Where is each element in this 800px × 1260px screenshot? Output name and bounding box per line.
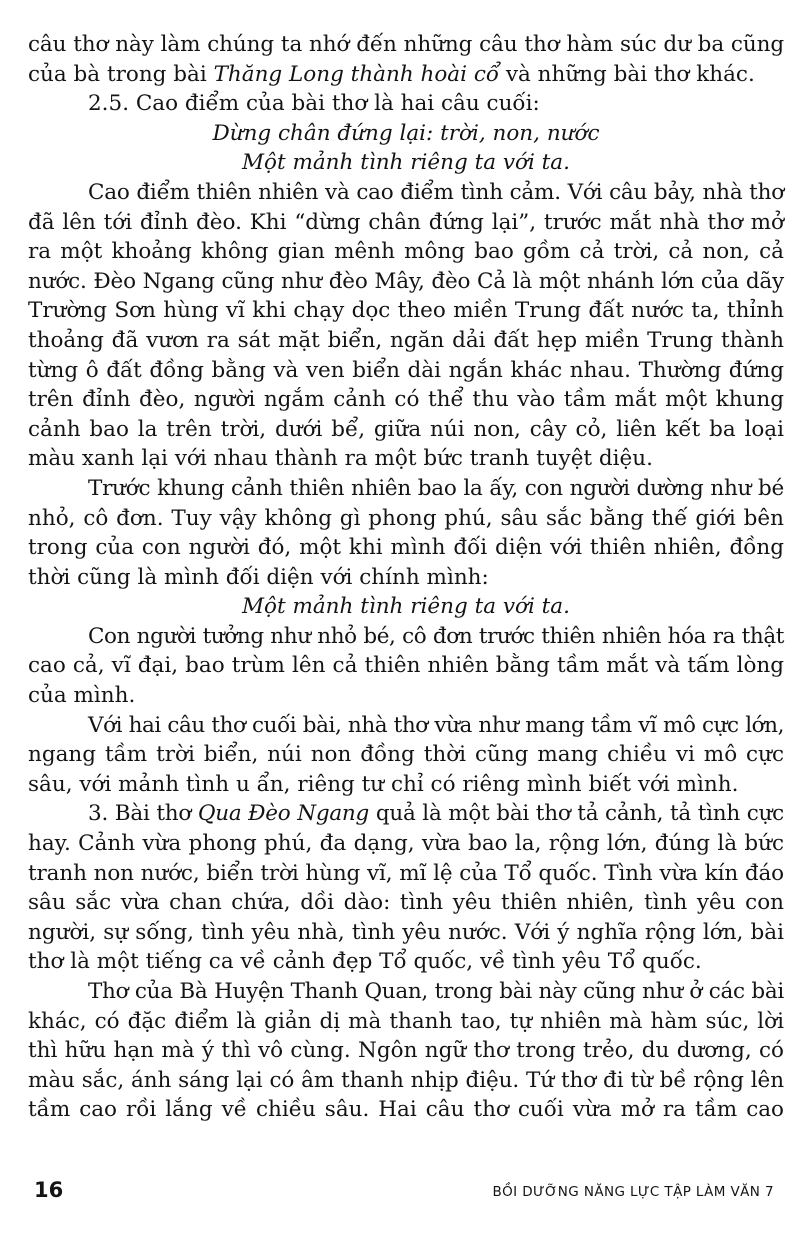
text-line: sâu, với mảnh tình u ẩn, riêng tư chỉ có riêng mình biết với mình.: [28, 771, 739, 797]
text-line: nhỏ, cô đơn. Tuy vậy không gì phong phú, sâu sắc bằng thế giới bên: [28, 505, 784, 531]
text-line: màu sắc, ánh sáng lại có âm thanh nhịp điệu. Tứ thơ đi từ bề rộng lên: [28, 1067, 784, 1093]
text-line: 3. Bài thơ Qua Đèo Ngang quả là một bài thơ tả cảnh, tả tình cực: [88, 801, 784, 827]
text-line: Con người tưởng như nhỏ bé, cô đơn trước thiên nhiên hóa ra thật: [88, 623, 784, 649]
text-line: nước. Đèo Ngang cũng như đèo Mây, đèo Cả là một nhánh lớn của dãy: [28, 268, 784, 294]
text-line: thì hữu hạn mà ý thì vô cùng. Ngôn ngữ thơ trong trẻo, du dương, có: [28, 1038, 784, 1064]
page-footer: [34, 1178, 774, 1210]
text-line: Cao điểm thiên nhiên và cao điểm tình cảm. Với câu bảy, nhà thơ: [88, 179, 784, 205]
text-line: Trước khung cảnh thiên nhiên bao la ấy, con người dường như bé: [88, 475, 784, 501]
text-line: tầm cao rồi lắng về chiều sâu. Hai câu thơ cuối vừa mở ra tầm cao: [28, 1097, 784, 1123]
verse-line: Một mảnh tình riêng ta với ta.: [242, 594, 570, 620]
text-line: Trường Sơn hùng vĩ khi chạy dọc theo miền Trung đất nước ta, thỉnh: [28, 298, 784, 324]
text-line: người, sự sống, tình yêu nhà, tình yêu nước. Với ý nghĩa rộng lớn, bài: [28, 919, 784, 945]
text-line: của bà trong bài Thăng Long thành hoài cổ và những bài thơ khác.: [28, 61, 755, 87]
text-line: đã lên tới đỉnh đèo. Khi “dừng chân đứng lại”, trước mắt nhà thơ mở: [28, 209, 784, 235]
running-head: BỒI DƯỠNG NĂNG LỰC TẬP LÀM VĂN 7: [492, 1184, 774, 1200]
poem-title: Thăng Long thành hoài cổ: [213, 61, 500, 87]
text-line: cao cả, vĩ đại, bao trùm lên cả thiên nhiên bằng tầm mắt và tấm lòng: [28, 653, 784, 679]
text-line: trong của con người đó, một khi mình đối diện với thiên nhiên, đồng: [28, 535, 784, 561]
text-line: cảnh bao la trên trời, dưới bể, giữa núi non, cây cỏ, liên kết ba loại: [28, 416, 784, 442]
text-line: hay. Cảnh vừa phong phú, đa dạng, vừa bao la, rộng lớn, đúng là bức: [28, 831, 784, 857]
text-line: trên đỉnh đèo, người ngắm cảnh có thể thu vào tầm mắt một khung: [28, 387, 784, 413]
text-line: khác, có đặc điểm là giản dị mà thanh tao, tự nhiên mà hàm súc, lời: [28, 1008, 784, 1034]
text-line: ra một khoảng không gian mênh mông bao gồm cả trời, cả non, cả: [28, 239, 784, 265]
text-line: Thơ của Bà Huyện Thanh Quan, trong bài này cũng như ở các bài: [88, 979, 784, 1004]
text-line: tranh non nước, biển trời hùng vĩ, mĩ lệ của Tổ quốc. Tình vừa kín đáo: [28, 860, 784, 886]
text-line: thơ là một tiếng ca về cảnh đẹp Tổ quốc, về tình yêu Tổ quốc.: [28, 949, 702, 975]
verse-line: Dừng chân đứng lại: trời, non, nước: [212, 120, 600, 146]
poem-title: Qua Đèo Ngang: [197, 801, 370, 827]
text-line: thoảng đã vươn ra sát mặt biển, ngăn dải đất hẹp miền Trung thành: [28, 327, 784, 353]
page-number: 16: [34, 1178, 64, 1202]
text-line: câu thơ này làm chúng ta nhớ đến những câu thơ hàm súc dư ba cũng: [28, 32, 784, 57]
text-line: sâu sắc vừa chan chứa, dồi dào: tình yêu thiên nhiên, tình yêu con: [28, 890, 784, 916]
text-line: Với hai câu thơ cuối bài, nhà thơ vừa như mang tầm vĩ mô cực lớn,: [88, 712, 784, 738]
text-line: từng ô đất đồng bằng và ven biển dài ngắn khác nhau. Thường đứng: [28, 357, 784, 383]
text-line: của mình.: [28, 683, 136, 709]
section-heading-line: 2.5. Cao điểm của bài thơ là hai câu cuối:: [88, 91, 540, 117]
page-body: [28, 30, 784, 1125]
text-line: màu xanh lại với nhau thành ra một bức tranh tuyệt diệu.: [28, 446, 653, 472]
text-line: thời cũng là mình đối diện với chính mình:: [28, 564, 489, 590]
verse-line: Một mảnh tình riêng ta với ta.: [242, 150, 570, 176]
text-line: ngang tầm trời biển, núi non đồng thời cũng mang chiều vi mô cực: [28, 742, 784, 768]
